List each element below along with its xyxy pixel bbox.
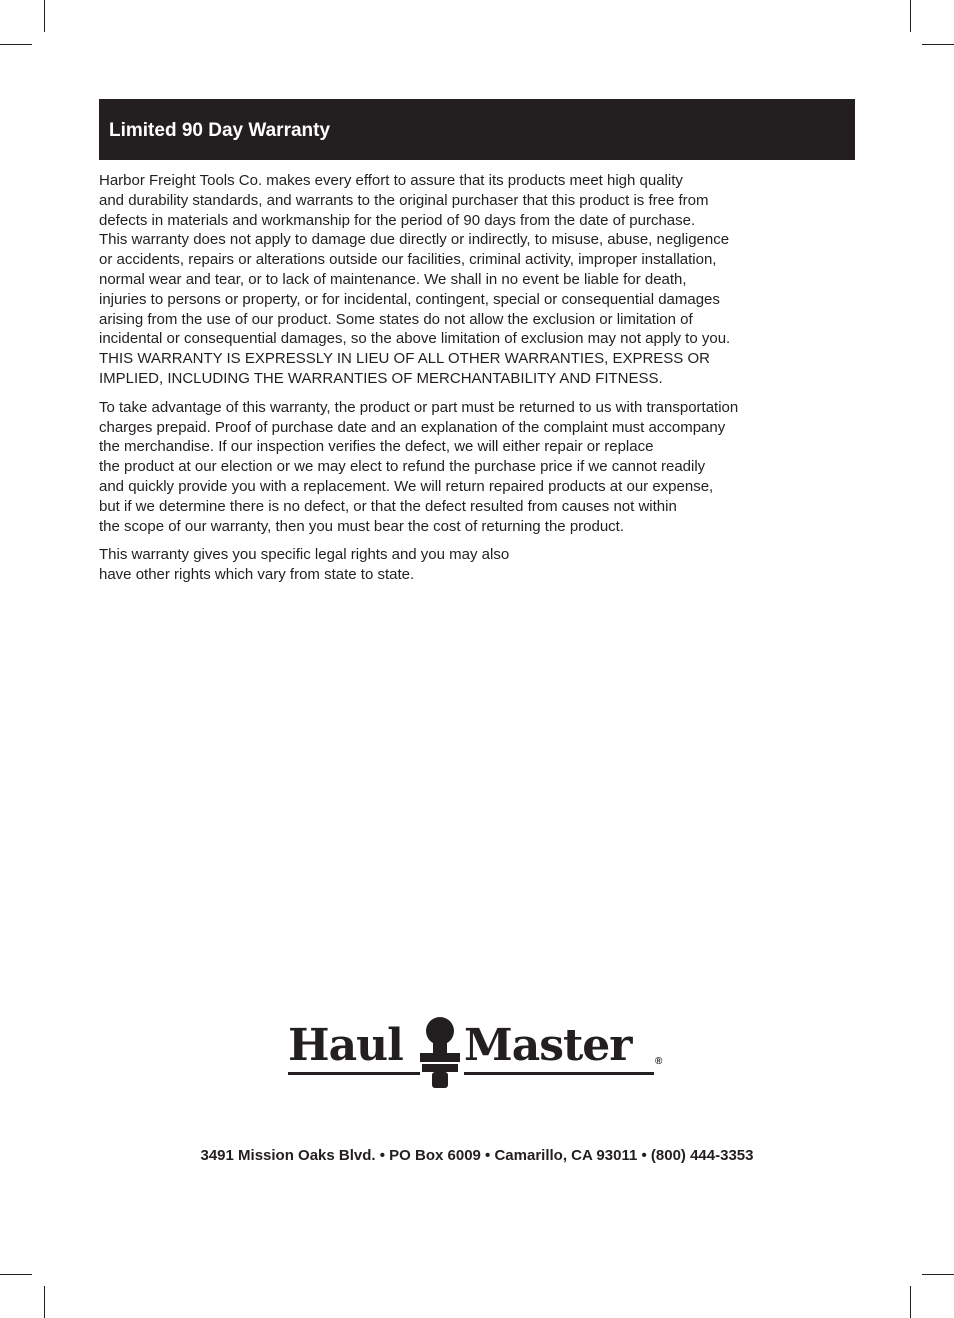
text-line: THIS WARRANTY IS EXPRESSLY IN LIEU OF ALL OTHER WARRANTIES, EXPRESS OR <box>99 350 710 368</box>
crop-mark <box>910 1286 911 1318</box>
warranty-paragraph <box>99 545 839 585</box>
logo-word-haul: Haul <box>288 1020 403 1071</box>
text-line: and quickly provide you with a replacement. We will return repaired products at our expense, <box>99 477 714 495</box>
company-address: 3491 Mission Oaks Blvd. • PO Box 6009 • Camarillo, CA 93011 • (800) 444-3353 <box>200 1147 754 1164</box>
warranty-paragraph <box>99 171 839 389</box>
text-line: but if we determine there is no defect, or that the defect resulted from causes not within <box>99 497 677 515</box>
text-line: or accidents, repairs or alterations outside our facilities, criminal activity, improper installation, <box>99 251 717 269</box>
text-line: the merchandise. If our inspection verifies the defect, we will either repair or replace <box>99 438 654 456</box>
text-line: and durability standards, and warrants to the original purchaser that this product is free from <box>99 191 709 209</box>
text-line: the scope of our warranty, then you must bear the cost of returning the product. <box>99 517 625 535</box>
text-line: To take advantage of this warranty, the product or part must be returned to us with transportation <box>99 398 739 416</box>
text-line: This warranty gives you specific legal rights and you may also <box>99 546 510 564</box>
logo-underline <box>464 1072 654 1075</box>
text-line: Harbor Freight Tools Co. makes every effort to assure that its products meet high quality <box>99 172 683 189</box>
haul-master-logo <box>288 1016 668 1090</box>
text-line: arising from the use of our product. Some states do not allow the exclusion or limitation of <box>99 310 693 328</box>
crop-mark <box>922 44 954 45</box>
crop-mark <box>44 0 45 32</box>
text-line: IMPLIED, INCLUDING THE WARRANTIES OF MERCHANTABILITY AND FITNESS. <box>99 369 663 387</box>
text-line: have other rights which vary from state to state. <box>99 566 415 584</box>
text-line: incidental or consequential damages, so the above limitation of exclusion may not apply to you. <box>99 330 731 348</box>
text-line: charges prepaid. Proof of purchase date and an explanation of the complaint must accompany <box>99 418 726 436</box>
logo-underline <box>288 1072 420 1075</box>
warranty-header-bar <box>99 99 855 160</box>
warranty-paragraph <box>99 398 839 537</box>
trailer-hitch-icon <box>418 1016 462 1090</box>
text-line: injuries to persons or property, or for incidental, contingent, special or consequential damages <box>99 290 720 308</box>
registered-mark: ® <box>655 1056 663 1067</box>
crop-mark <box>0 44 32 45</box>
crop-mark <box>44 1286 45 1318</box>
text-line: the product at our election or we may elect to refund the purchase price if we cannot readily <box>99 458 706 476</box>
text-line: This warranty does not apply to damage due directly or indirectly, to misuse, abuse, negligence <box>99 231 730 249</box>
crop-mark <box>922 1274 954 1275</box>
text-line: normal wear and tear, or to lack of maintenance. We shall in no event be liable for death, <box>99 270 687 288</box>
page-title: Limited 90 Day Warranty <box>109 120 331 141</box>
crop-mark <box>0 1274 32 1275</box>
text-line: defects in materials and workmanship for the period of 90 days from the date of purchase. <box>99 211 696 229</box>
logo-word-master: Master <box>464 1020 632 1071</box>
warranty-body <box>99 171 839 594</box>
crop-mark <box>910 0 911 32</box>
